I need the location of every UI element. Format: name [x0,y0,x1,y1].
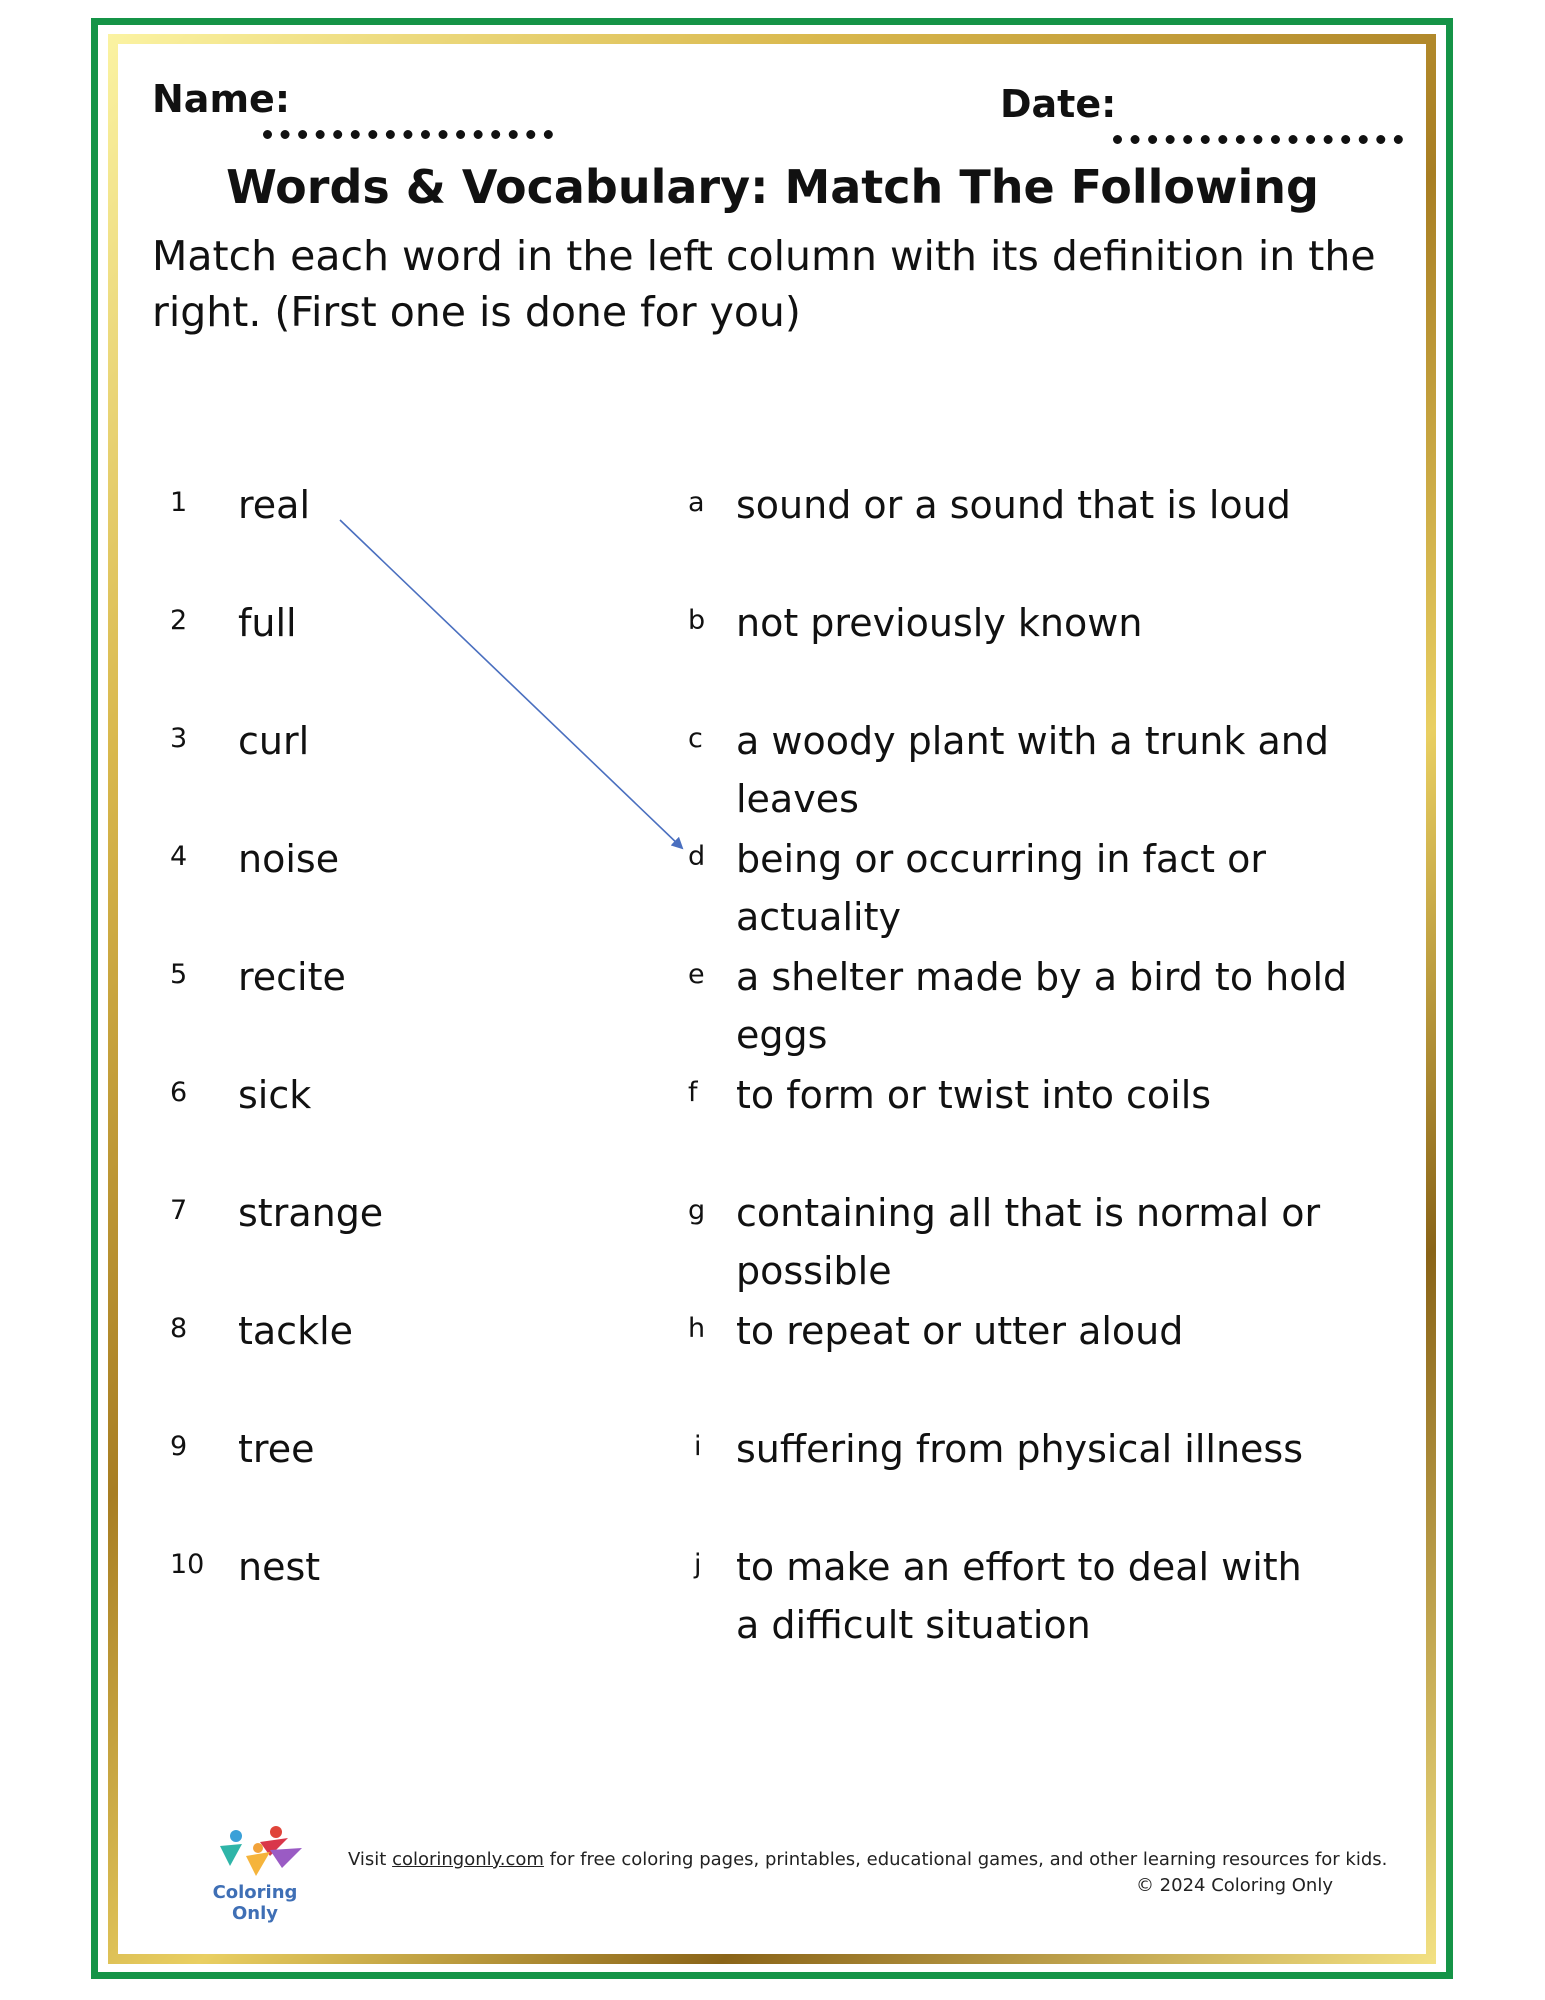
word-number: 8 [170,1313,188,1344]
definition-item: containing all that is normal or possible [736,1191,1321,1293]
footer-visit-prefix: Visit [348,1849,393,1870]
definition-item: a woody plant with a trunk and leaves [736,719,1329,821]
definition-item: sound or a sound that is loud [736,483,1291,527]
worksheet-title: Words & Vocabulary: Match The Following [226,160,1319,214]
definition-item: a shelter made by a bird to hold eggs [736,955,1348,1057]
word-item: noise [238,837,340,881]
coloringonly-link[interactable]: coloringonly.com [392,1849,544,1870]
word-number: 6 [170,1077,188,1108]
logo-text: Coloring Only [212,1882,298,1924]
footer-text [348,1849,1387,1870]
word-item: nest [238,1545,321,1589]
instructions: Match each word in the left column with its definition in the right. (First one is done for you) [152,232,1376,336]
word-number: 4 [170,841,188,872]
word-item: tackle [238,1309,354,1353]
word-number: 3 [170,723,188,754]
definition-letter: e [688,959,705,990]
date-label: Date: [1000,82,1117,126]
word-item: real [238,483,311,527]
definition-letter: h [688,1313,706,1344]
word-item: sick [238,1073,312,1117]
word-item: full [238,601,297,645]
word-number: 9 [170,1431,188,1462]
word-item: recite [238,955,346,999]
definition-letter: c [688,723,703,754]
definition-letter: b [688,605,706,636]
word-item: strange [238,1191,384,1235]
definition-item: being or occurring in fact or actuality [736,837,1266,939]
definition-item: not previously known [736,601,1143,645]
copyright-text: © 2024 Coloring Only [1135,1875,1333,1896]
word-number: 7 [170,1195,188,1226]
name-label: Name: [152,77,291,121]
definition-letter: a [688,487,705,518]
footer-visit-suffix: for free coloring pages, printables, educational games, and other learning resources for kids. [543,1849,1388,1870]
word-number: 2 [170,605,188,636]
word-number: 10 [170,1549,205,1580]
definition-letter: g [688,1195,706,1226]
definition-item: to make an effort to deal with a difficult situation [736,1545,1302,1647]
definition-letter: i [694,1431,702,1462]
definition-letter: j [694,1549,702,1580]
word-item: curl [238,719,310,763]
definition-item: suffering from physical illness [736,1427,1304,1471]
definition-letter: f [688,1077,698,1108]
word-number: 1 [170,487,188,518]
coloring-only-logo-icon [190,1822,330,1882]
word-item: tree [238,1427,315,1471]
word-number: 5 [170,959,188,990]
definition-letter: d [688,841,706,872]
definition-item: to repeat or utter aloud [736,1309,1184,1353]
definition-item: to form or twist into coils [736,1073,1212,1117]
